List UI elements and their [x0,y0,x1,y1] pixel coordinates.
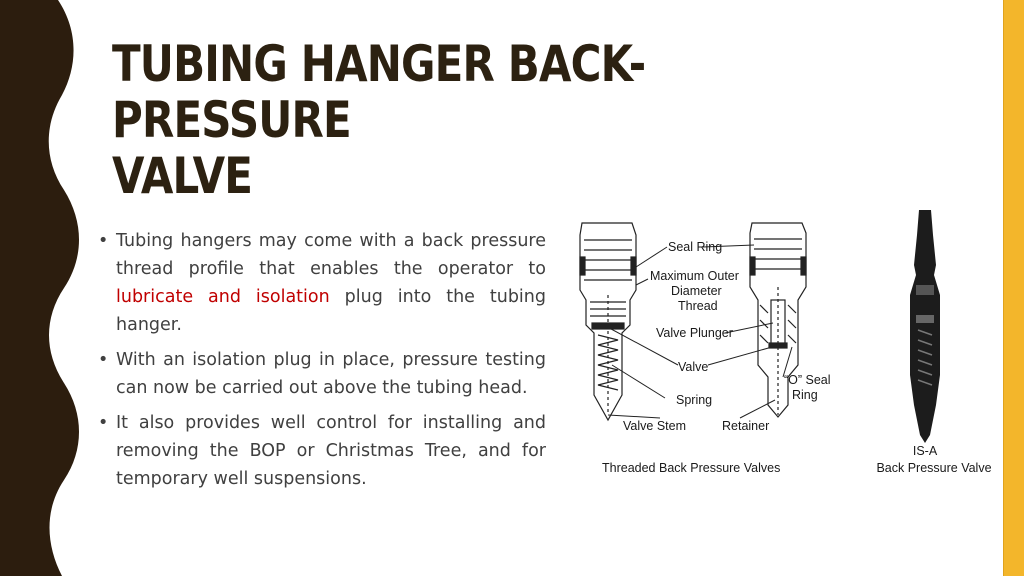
title-line-1: TUBING HANGER BACK-PRESSURE [112,35,646,149]
back-pressure-valve-diagram [570,205,1000,485]
label-isa: IS-A [912,444,938,458]
threaded-valve-left-drawing [580,223,636,420]
title-line-2: VALVE [112,147,253,205]
label-isa-caption: Back Pressure Valve [876,461,992,475]
bullet-item-2 [95,346,546,402]
label-seal-ring: Seal Ring [668,240,723,254]
right-accent-edge [1003,0,1004,576]
bullet-1-text: Tubing hangers may come with a back pressure thread profile that enables the operator to [116,231,546,279]
right-accent-bar [1003,0,1024,576]
bullet-item-1 [95,227,546,339]
bullet-1-highlight: lubricate and isolation [116,287,330,307]
slide-title [112,36,843,204]
bullet-list [95,227,546,500]
label-valve: Valve [678,360,709,374]
label-o-seal-1: “O” Seal [784,373,831,387]
isa-valve-drawing [910,210,940,443]
bullet-3-text: It also provides well control for installing and removing the BOP or Christmas Tree, and for temporary well suspensions. [116,413,546,489]
label-valve-stem: Valve Stem [623,419,686,433]
bullet-item-3 [95,409,546,493]
label-valve-plunger: Valve Plunger [656,326,733,340]
label-max-outer-1: Maximum Outer [650,269,739,283]
label-max-outer-3: Thread [678,299,718,313]
label-spring: Spring [676,393,713,407]
label-o-seal-2: Ring [792,388,818,402]
caption-threaded-valves: Threaded Back Pressure Valves [602,461,781,475]
wavy-left-band [0,0,90,576]
label-max-outer-2: Diameter [671,284,722,298]
label-retainer: Retainer [722,419,770,433]
bullet-1-text-end: plug into the tubing hanger. [116,287,546,335]
bullet-2-text: With an isolation plug in place, pressure testing can now be carried out above the tubing head. [116,350,546,398]
